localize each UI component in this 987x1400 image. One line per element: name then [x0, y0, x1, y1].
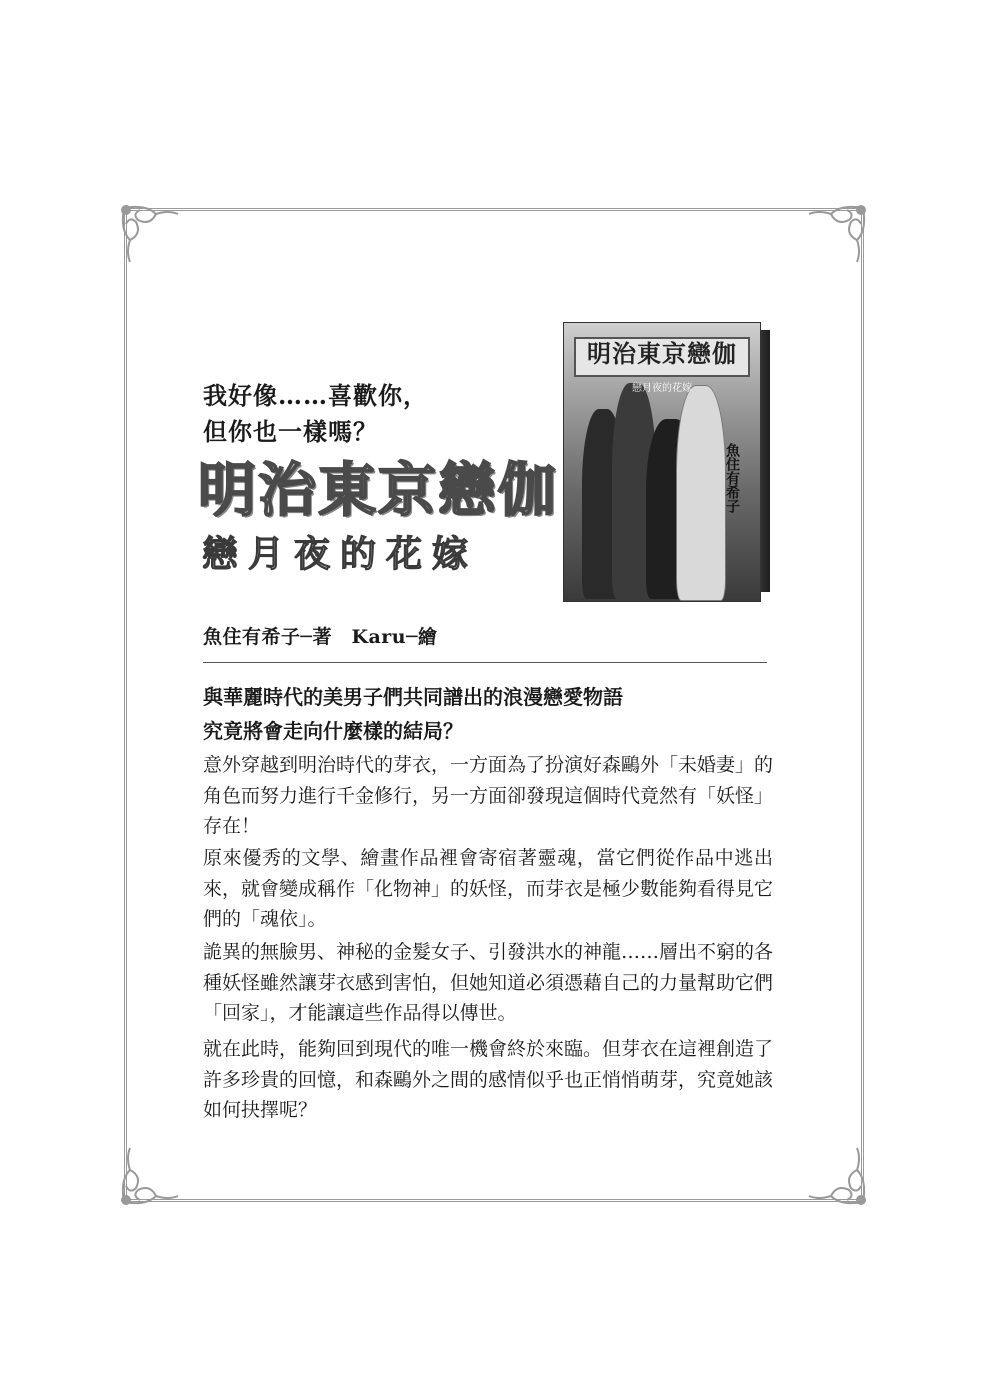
lead-text [203, 680, 763, 748]
synopsis-paragraph: 就在此時，能夠回到現代的唯一機會終於來臨。但芽衣在這裡創造了許多珍貴的回憶，和森鷗外之間的感情似乎也正悄悄萌芽，究竟她該如何抉擇呢？ [203, 1038, 774, 1121]
divider [203, 662, 767, 663]
tagline-line: 但你也一樣嗎？ [203, 417, 378, 446]
synopsis-paragraph: 詭異的無臉男、神秘的金髮女子、引發洪水的神龍……層出不窮的各種妖怪雖然讓芽衣感到害怕，但她知道必須憑藉自己的力量幫助它們「回家」，才能讓這些作品得以傳世。 [203, 941, 774, 1024]
tagline [203, 378, 428, 450]
cover-title: 明治東京戀伽 [574, 337, 750, 377]
book-subtitle: 戀月夜的花嫁 [202, 533, 479, 575]
book-title: 明治東京戀伽 [198, 456, 559, 524]
lead-line: 與華麗時代的美男子們共同譜出的浪漫戀愛物語 [203, 685, 623, 709]
book-cover-image [563, 322, 761, 602]
credits: 魚住有希子─著 Karu─繪 [203, 626, 438, 648]
corner-flourish-icon [116, 200, 186, 270]
corner-flourish-icon [801, 1140, 871, 1210]
synopsis-paragraph: 意外穿越到明治時代的芽衣，一方面為了扮演好森鷗外「未婚妻」的角色而努力進行千金修行，另一方面卻發現這個時代竟然有「妖怪」存在！ [203, 754, 774, 837]
tagline-line: 我好像……喜歡你， [203, 381, 428, 410]
corner-flourish-icon [116, 1140, 186, 1210]
cover-subtitle: 戀月夜的花嫁 [632, 383, 692, 394]
cover-figure [676, 385, 726, 601]
cover-author: 魚住有希子 [724, 443, 740, 513]
synopsis-paragraph: 原來優秀的文學、繪畫作品裡會寄宿著靈魂，當它們從作品中逃出來，就會變成稱作「化物神」的妖怪，而芽衣是極少數能夠看得見它們的「魂依」。 [203, 847, 774, 930]
corner-flourish-icon [801, 200, 871, 270]
lead-line: 究竟將會走向什麼樣的結局？ [203, 719, 463, 743]
